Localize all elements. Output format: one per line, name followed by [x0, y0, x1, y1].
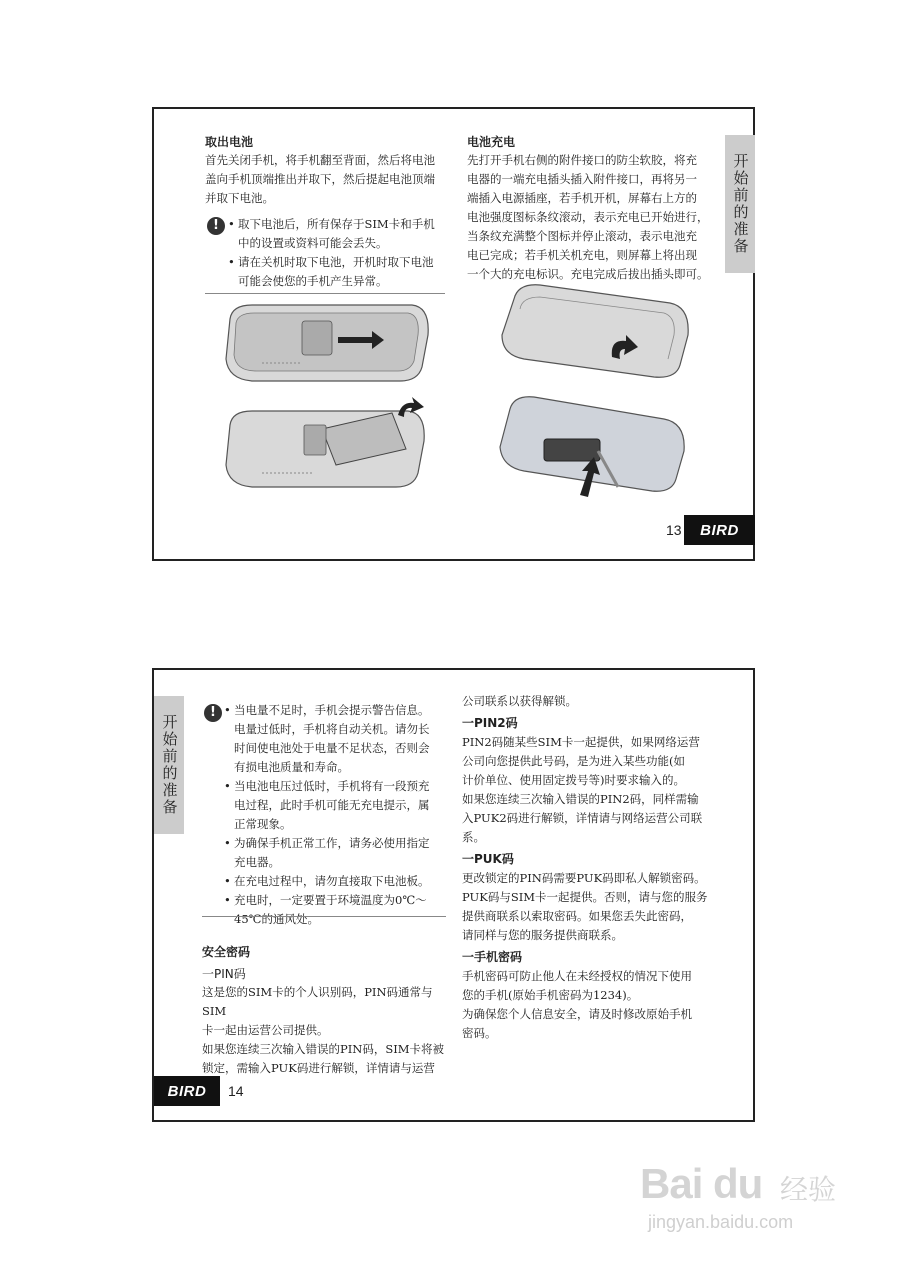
warning-icon: ! [204, 704, 222, 722]
charging-line: 先打开手机右侧的附件接口的防尘软胶，将充 [467, 153, 697, 167]
pin-line: 卡一起由运营公司提供。 [202, 1023, 329, 1037]
charging-line: 电已完成；若手机关机充电，则屏幕上将出现 [467, 248, 697, 262]
remove-battery-line: 首先关闭手机，将手机翻至背面，然后将电池 [205, 153, 435, 167]
pin-line: 如果您连续三次输入错误的PIN码，SIM卡将被 [202, 1042, 445, 1056]
phone-password-line: 为确保您个人信息安全，请及时修改原始手机 [462, 1007, 692, 1021]
continued-line: 公司联系以获得解锁。 [462, 694, 577, 708]
puk-line: 请同样与您的服务提供商联系。 [462, 928, 623, 942]
note-item: • 取下电池后，所有保存于SIM卡和手机 中的设置或资料可能会丢失。 [228, 215, 458, 253]
note-item: • 在充电过程中，请勿直接取下电池板。 [224, 872, 454, 891]
phone-password-line: 您的手机(原始手机密码为1234)。 [462, 988, 639, 1002]
phone-password-line: 密码。 [462, 1026, 497, 1040]
pin2-line: PIN2码随某些SIM卡一起提供，如果网络运营 [462, 735, 700, 749]
remove-battery-line: 并取下电池。 [205, 191, 274, 205]
pin2-line: 公司向您提供此号码，是为进入某些功能(如 [462, 754, 685, 768]
security-title: 安全密码 [202, 945, 251, 959]
divider [202, 916, 446, 917]
battery-charging-notes [224, 701, 454, 929]
divider [205, 293, 445, 294]
pin-line: 这是您的SIM卡的个人识别码，PIN码通常与SIM [202, 985, 433, 1018]
warning-icon: ! [207, 217, 225, 235]
puk-title: 一PUK码 [462, 852, 514, 866]
page-number: 13 [666, 522, 682, 538]
watermark-url: jingyan.baidu.com [648, 1212, 794, 1232]
note-item: • 请在关机时取下电池，开机时取下电池 可能会使您的手机产生异常。 [228, 253, 458, 291]
battery-removal-notes [228, 215, 458, 291]
security-right-column [462, 692, 722, 1043]
pin-text [202, 983, 452, 1078]
puk-line: 更改锁定的PIN码需要PUK码即私人解锁密码。 [462, 871, 706, 885]
charging-title: 电池充电 [467, 135, 516, 149]
pin2-line: 入PUK2码进行解锁，详情请与网络运营公司联 [462, 811, 703, 825]
puk-line: 提供商联系以索取密码。如果您丢失此密码， [462, 909, 692, 923]
charging-line: 端插入电源插座，若手机开机，屏幕右上方的 [467, 191, 697, 205]
pin-line: 锁定，需输入PUK码进行解锁，详情请与运营 [202, 1061, 435, 1075]
baidu-watermark [640, 1150, 870, 1250]
pin2-line: 如果您连续三次输入错误的PIN2码，同样需输 [462, 792, 699, 806]
remove-battery-title: 取出电池 [205, 135, 254, 149]
battery-lift-illustration [222, 395, 442, 495]
manual-page-13 [152, 107, 755, 561]
charging-line: 电池强度图标条纹滚动，表示充电已开始进行， [467, 210, 709, 224]
charging-line: 一个大的充电标识。充电完成后拔出插头即可。 [467, 267, 709, 281]
manual-page-14 [152, 668, 755, 1122]
bird-logo: BIRD [684, 515, 755, 545]
port-cover-illustration [494, 279, 694, 389]
watermark-brand: Bai du [640, 1160, 763, 1207]
charging-line: 当条纹充满整个图标并停止滚动，表示电池充 [467, 229, 697, 243]
remove-battery-line: 盖向手机顶端推出并取下，然后提起电池顶端 [205, 172, 435, 186]
phone-password-title: 一手机密码 [462, 950, 523, 964]
charging-text [467, 151, 725, 284]
charger-insert-illustration [494, 391, 694, 501]
note-item: • 当电池电压过低时，手机将有一段预充 电过程，此时手机可能无充电提示，属 正常现象。 [224, 777, 454, 834]
pin2-line: 系。 [462, 830, 485, 844]
phone-password-line: 手机密码可防止他人在未经授权的情况下使用 [462, 969, 692, 983]
section-tab: 开始前的准备 [725, 135, 755, 273]
note-item: • 为确保手机正常工作，请务必使用指定 充电器。 [224, 834, 454, 872]
page-number: 14 [228, 1083, 244, 1099]
pin2-line: 计价单位、使用固定拨号等)时要求输入的。 [462, 773, 685, 787]
pin2-title: 一PIN2码 [462, 716, 518, 730]
pin-title: 一PIN码 [202, 967, 246, 981]
charging-line: 电器的一端充电插头插入附件接口，再将另一 [467, 172, 697, 186]
puk-line: PUK码与SIM卡一起提供。否则，请与您的服务 [462, 890, 708, 904]
note-item: • 当电量不足时，手机会提示警告信息。 电量过低时，手机将自动关机。请勿长 时间使电池处于电量不足状态，否则会 有损电池质量和寿命。 [224, 701, 454, 777]
remove-battery-text [205, 151, 465, 208]
note-item: • 充电时，一定要置于环境温度为0℃～ 45℃的通风处。 [224, 891, 454, 929]
battery-cover-removal-illustration [222, 299, 432, 389]
watermark-sub: 经验 [780, 1173, 837, 1206]
bird-logo: BIRD [154, 1076, 220, 1106]
section-tab: 开始前的准备 [154, 696, 184, 834]
